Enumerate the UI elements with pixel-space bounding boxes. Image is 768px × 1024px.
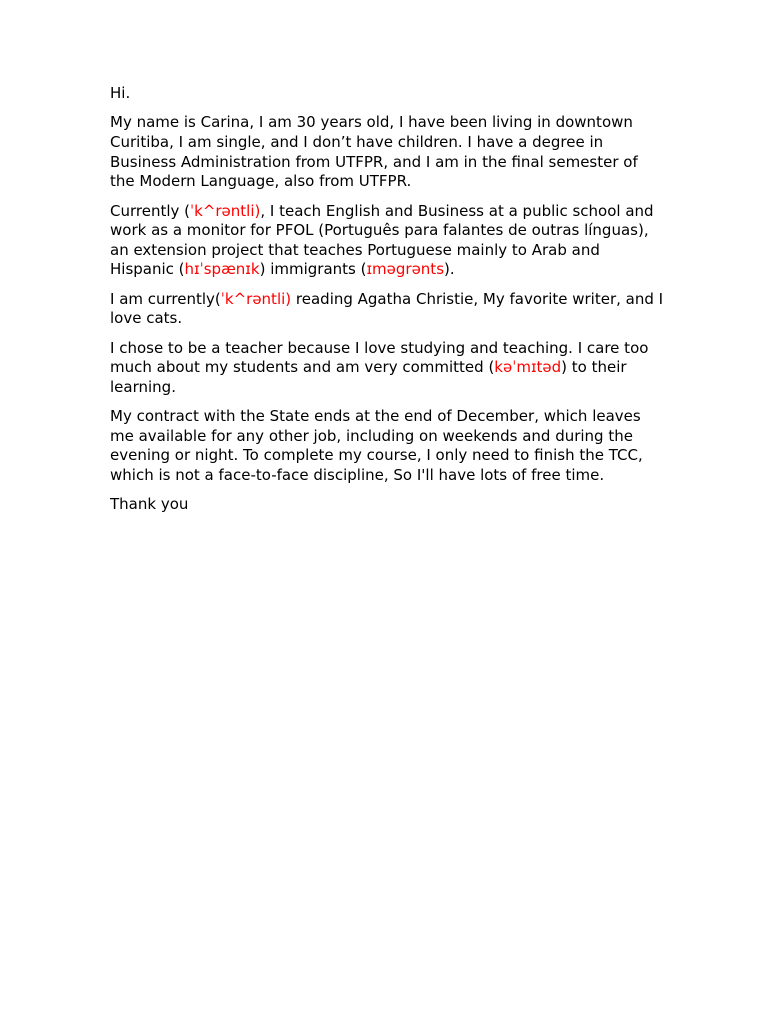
pronunciation-committed: kəˈmɪtəd <box>494 358 562 377</box>
text-segment: , I teach English and Business at a public school and work as a monitor for PFOL (Português para falantes de outras línguas), an extension project that teaches Portuguese mainly to Arab and Hispanic ( <box>110 201 654 279</box>
greeting: Hi. <box>110 84 131 102</box>
pronunciation-currently: ˈk^rəntli) <box>190 201 261 220</box>
paragraph-hobbies <box>110 290 665 329</box>
text-segment: Currently ( <box>110 201 191 220</box>
pronunciation-immigrants: ɪməgrənts <box>366 260 445 279</box>
text-segment: I am currently( <box>110 289 221 308</box>
paragraph-motivation <box>110 339 665 398</box>
text-segment: ) to their learning. <box>110 358 627 396</box>
pronunciation-currently: ˈk^rəntli) <box>220 289 292 308</box>
closing: Thank you <box>110 495 189 514</box>
text-segment: reading Agatha Christie, My favorite writer, and I love cats. <box>110 289 664 328</box>
text-segment: ) immigrants ( <box>259 260 367 279</box>
document-page <box>110 84 665 525</box>
paragraph-current-work <box>110 202 665 280</box>
text-segment: ). <box>444 260 455 279</box>
paragraph-introduction: My name is Carina, I am 30 years old, I have been living in downtown Curitiba, I am single, and I don’t have children. I have a degree in Business Administration from UTFPR, and I am in the final semester of the Modern Language, also from UTFPR. <box>110 113 638 191</box>
paragraph-availability: My contract with the State ends at the end of December, which leaves me available for any other job, including on weekends and during the evening or night. To complete my course, I only need to finish the TCC, which is not a face-to-face discipline, So I'll have lots of free time. <box>110 407 643 485</box>
text-segment: I chose to be a teacher because I love studying and teaching. I care too much about my students and am very committed ( <box>110 338 649 377</box>
pronunciation-hispanic: hɪˈspænɪk <box>184 260 260 279</box>
